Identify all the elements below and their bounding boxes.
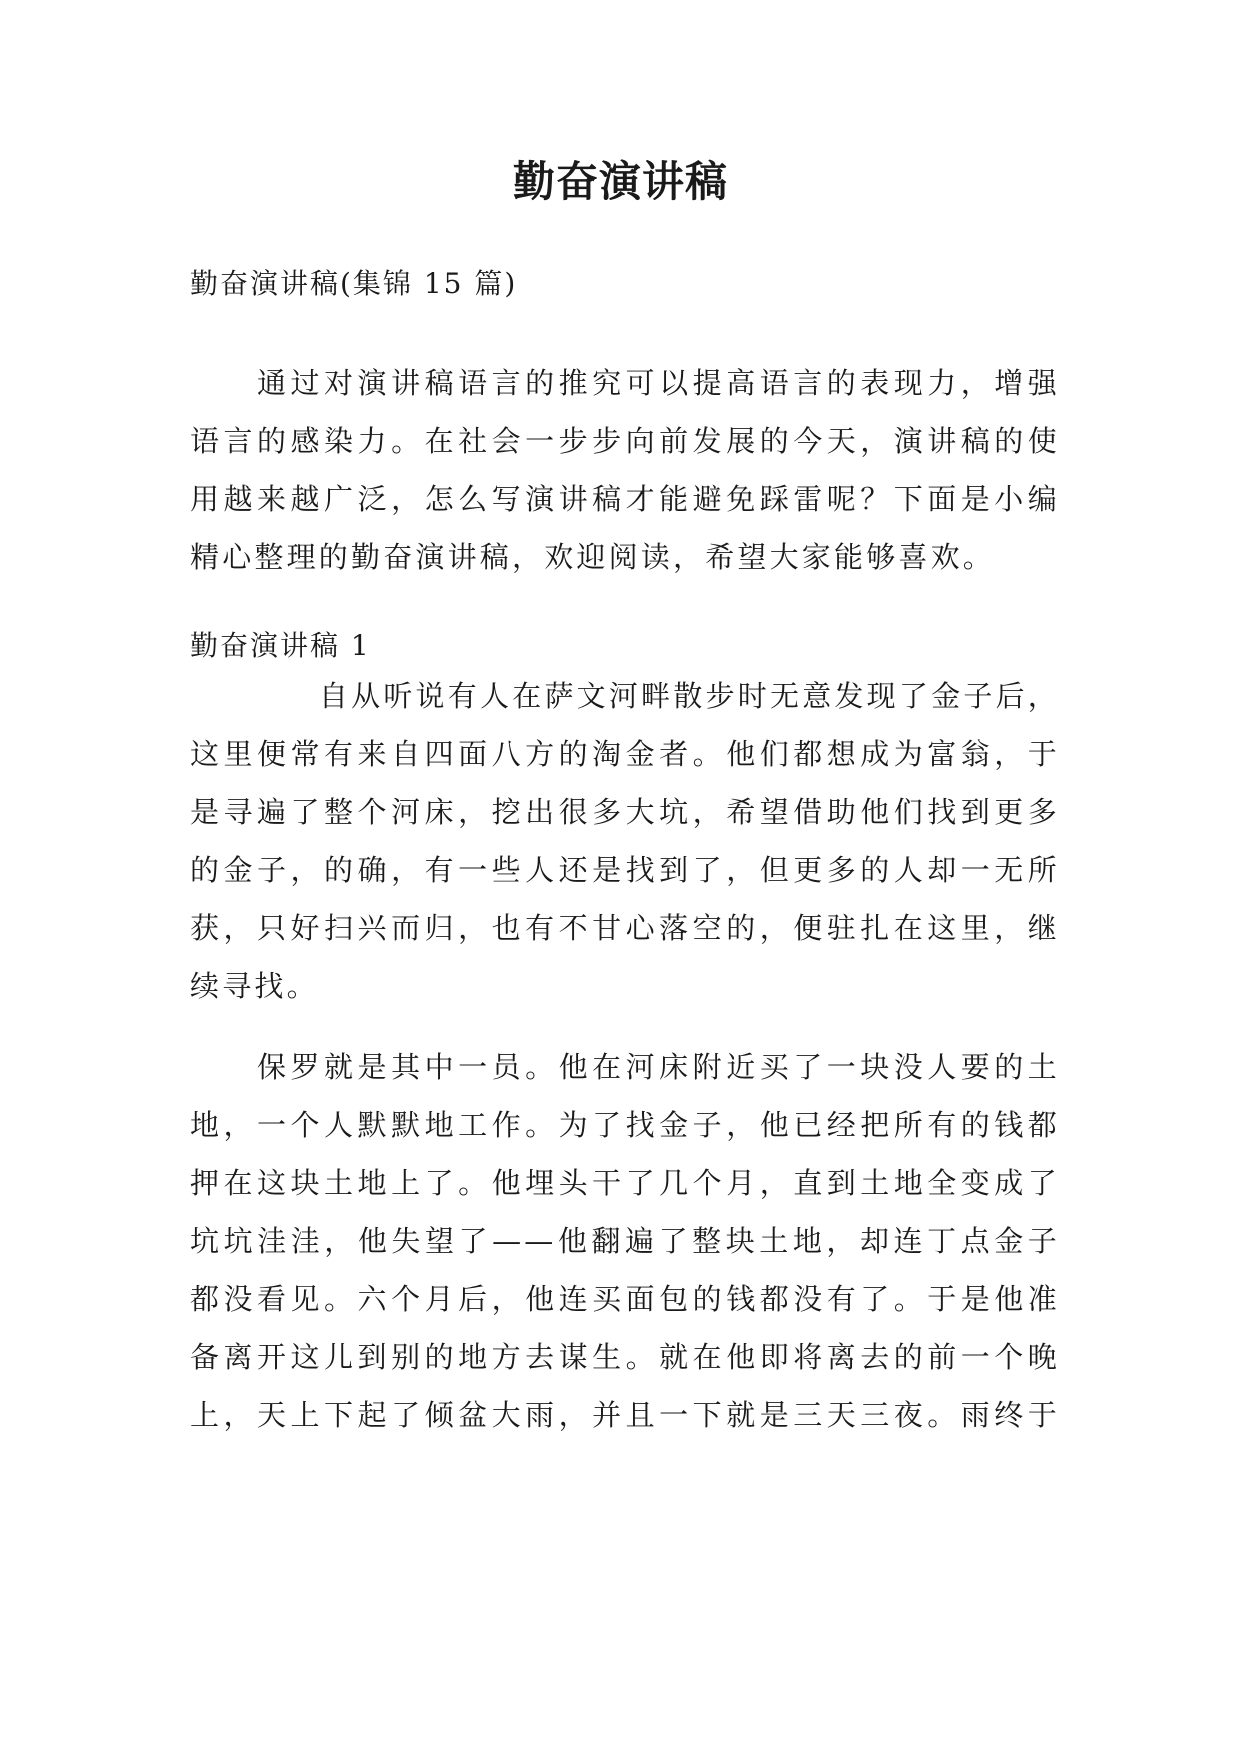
- paragraph-line: 续寻找。: [190, 969, 319, 1003]
- paragraph-line: 保罗就是其中一员。他在河床附近买了一块没人要的土: [190, 1050, 1060, 1084]
- paragraph-line: 是寻遍了整个河床，挖出很多大坑，希望借助他们找到更多: [190, 795, 1060, 829]
- section-heading: 勤奋演讲稿 1: [190, 629, 371, 662]
- paragraph-line: 用越来越广泛，怎么写演讲稿才能避免踩雷呢？下面是小编: [190, 482, 1060, 516]
- paragraph-line: 通过对演讲稿语言的推究可以提高语言的表现力，增强: [190, 366, 1060, 400]
- paragraph-line: 的金子，的确，有一些人还是找到了，但更多的人却一无所: [190, 853, 1060, 887]
- paragraph-line: 备离开这儿到别的地方去谋生。就在他即将离去的前一个晚: [190, 1340, 1060, 1374]
- intro-paragraph: [190, 354, 1060, 586]
- document-subtitle: 勤奋演讲稿(集锦 15 篇): [190, 267, 518, 300]
- document-title: 勤奋演讲稿: [512, 157, 728, 206]
- paragraph-line: 押在这块土地上了。他埋头干了几个月，直到土地全变成了: [190, 1166, 1060, 1200]
- paragraph-line: 精心整理的勤奋演讲稿，欢迎阅读，希望大家能够喜欢。: [190, 540, 996, 574]
- paragraph-line: 地，一个人默默地工作。为了找金子，他已经把所有的钱都: [190, 1108, 1060, 1142]
- paragraph-line: 获，只好扫兴而归，也有不甘心落空的，便驻扎在这里，继: [190, 911, 1060, 945]
- paragraph-line: 这里便常有来自四面八方的淘金者。他们都想成为富翁，于: [190, 737, 1060, 771]
- paragraph-line: 语言的感染力。在社会一步步向前发展的今天，演讲稿的使: [190, 424, 1060, 458]
- document-subtitle-block: [190, 264, 1060, 304]
- paragraph-line: 都没看见。六个月后，他连买面包的钱都没有了。于是他准: [190, 1282, 1060, 1316]
- paragraph-line: 坑坑洼洼，他失望了——他翻遍了整块土地，却连丁点金子: [190, 1224, 1060, 1258]
- section1-paragraph-2: [190, 1038, 1060, 1444]
- section-heading-block: [190, 626, 1060, 666]
- paragraph-line: 自从听说有人在萨文河畔散步时无意发现了金子后，: [190, 679, 1060, 713]
- paragraph-line: 上，天上下起了倾盆大雨，并且一下就是三天三夜。雨终于: [190, 1398, 1060, 1432]
- section1-paragraph-1: [190, 667, 1060, 1015]
